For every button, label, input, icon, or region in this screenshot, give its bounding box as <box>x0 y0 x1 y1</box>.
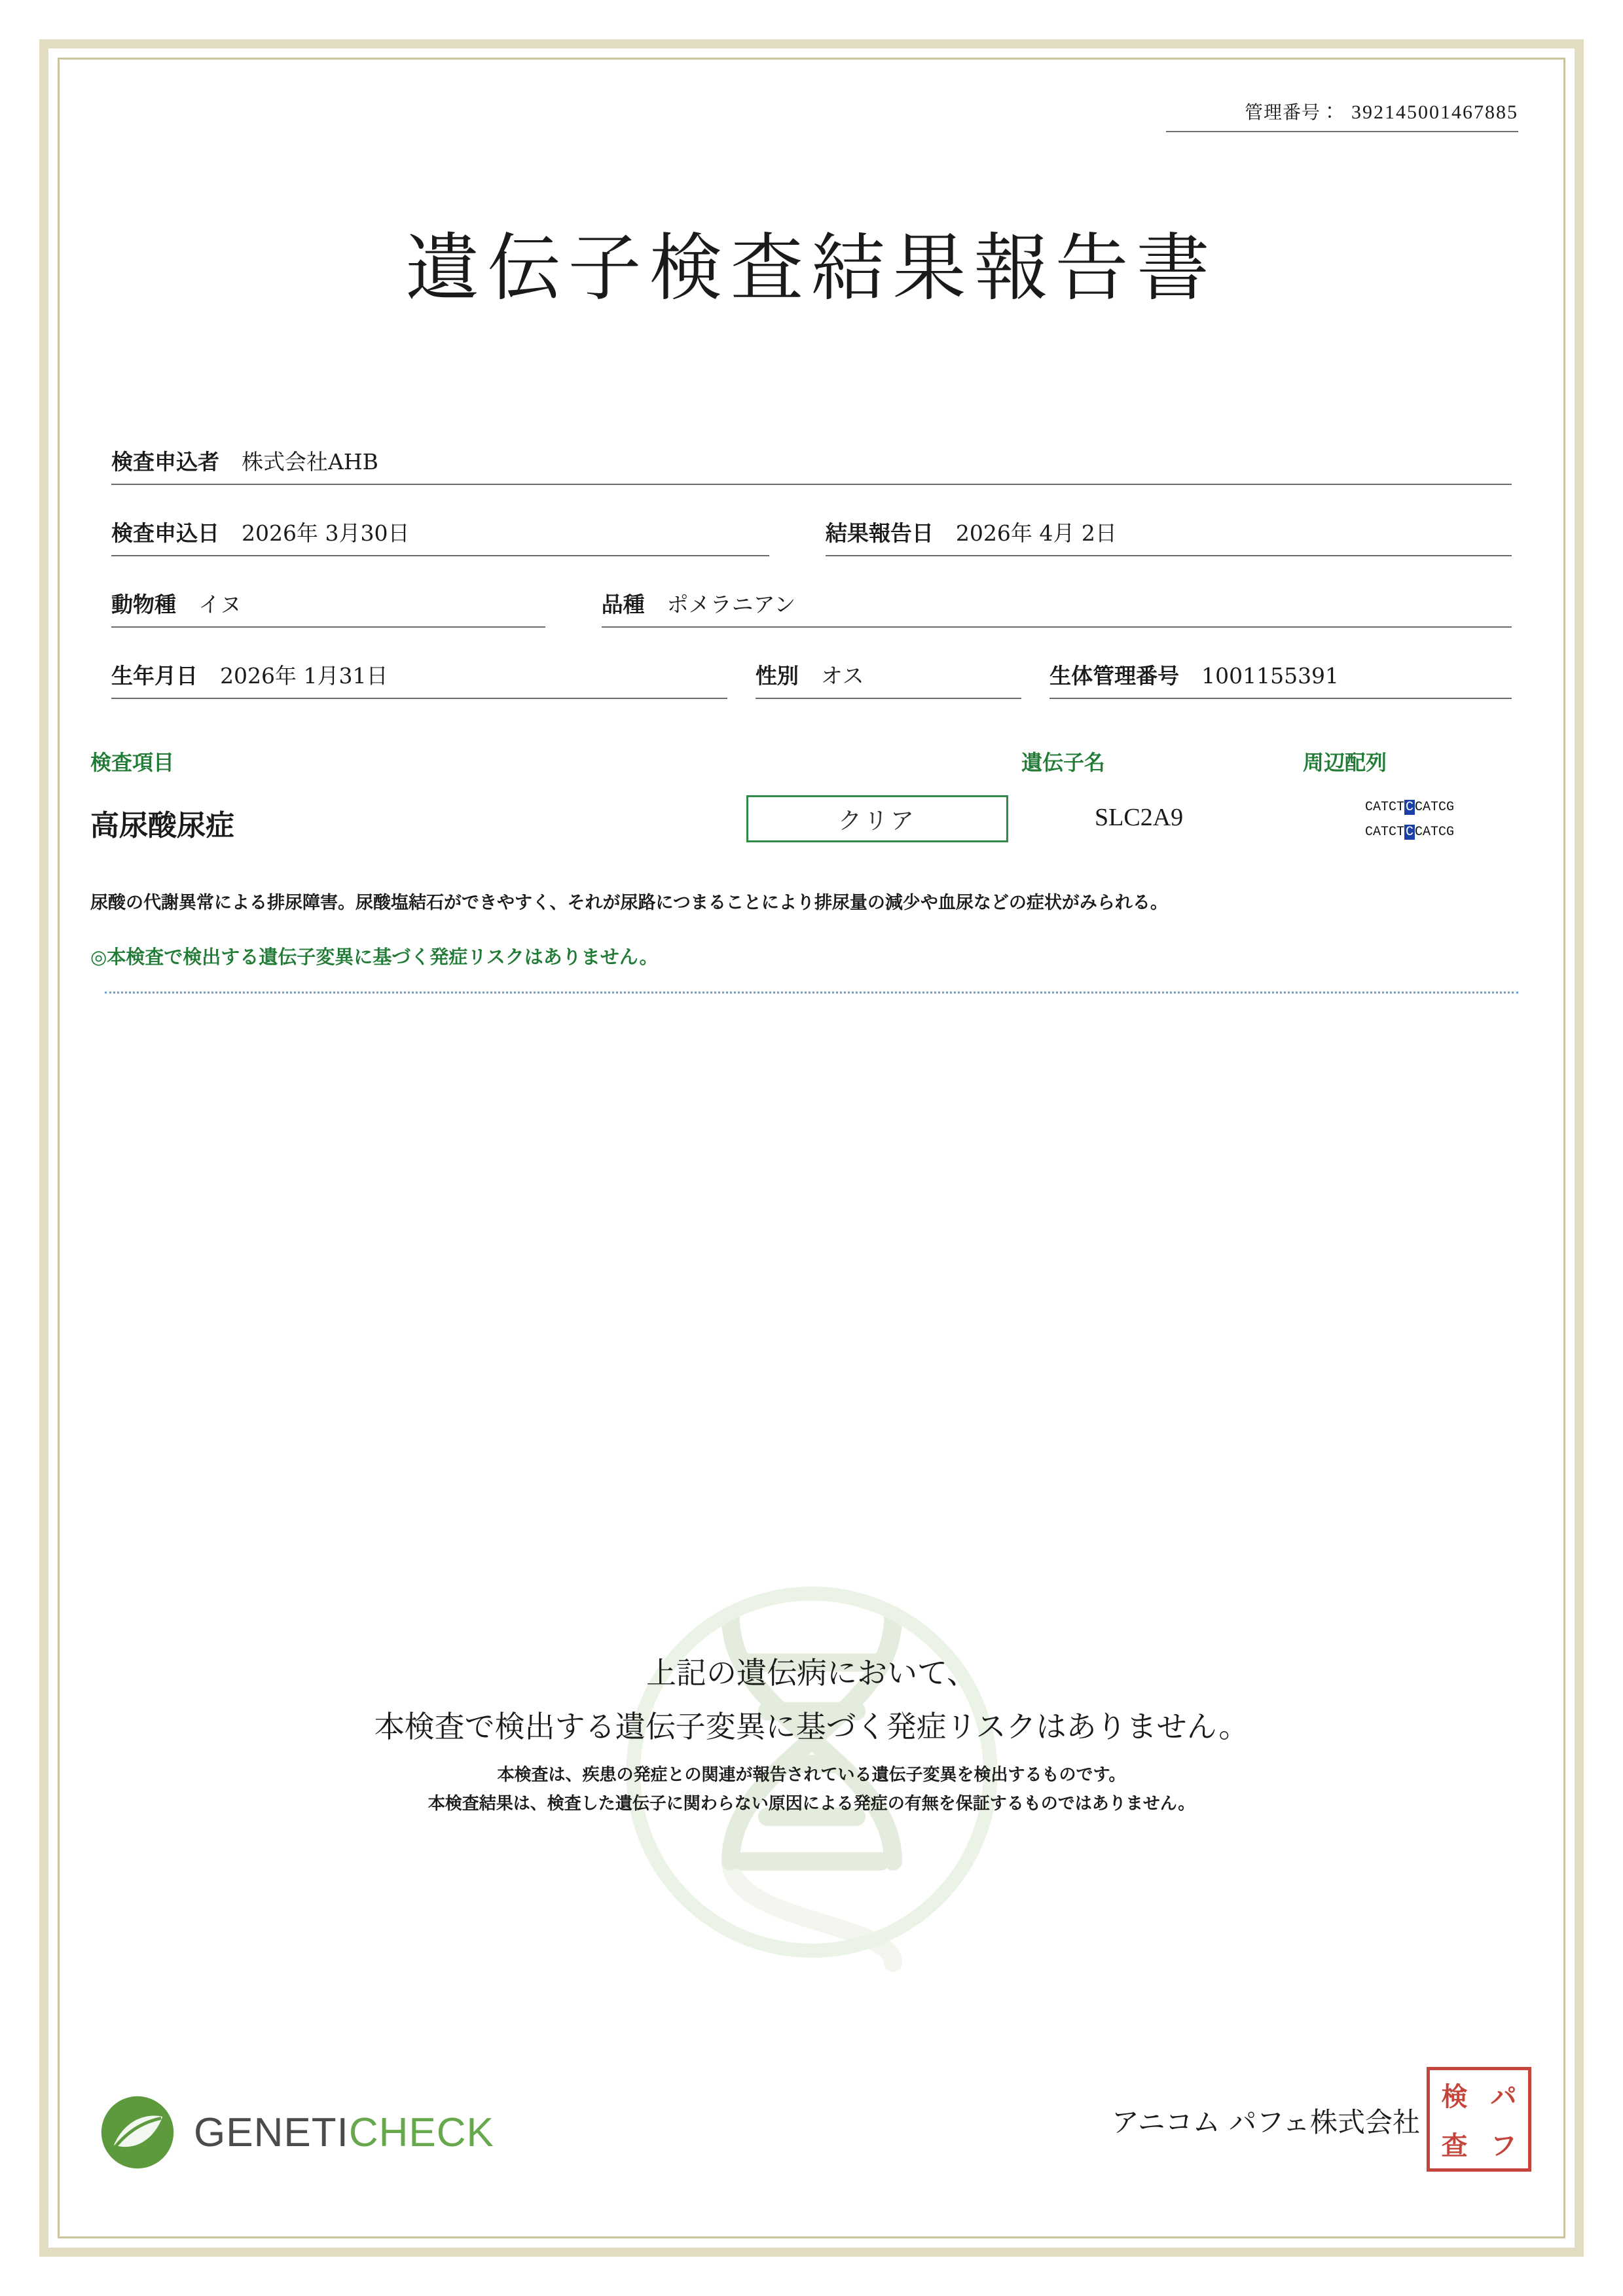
field-sex <box>756 659 1021 699</box>
result-value: クリア <box>837 807 917 834</box>
sequence-left: CATCT <box>1365 825 1405 840</box>
risk-note: ◎本検査で検出する遺伝子変異に基づく発症リスクはありません。 <box>90 946 659 968</box>
info-row-applicant <box>111 445 1512 485</box>
logo-text-green: CHECK <box>348 2109 494 2155</box>
breed-value: ポメラニアン <box>666 592 796 617</box>
animal-id-label: 生体管理番号 <box>1049 663 1180 689</box>
brand-logo <box>98 2093 494 2172</box>
control-number-label: 管理番号： <box>1244 103 1340 123</box>
report-date-label: 結果報告日 <box>825 520 934 546</box>
summary-line-1: 上記の遺伝病において、 <box>646 1655 977 1691</box>
field-apply-date <box>111 516 769 556</box>
company-seal <box>1427 2067 1531 2172</box>
control-number <box>1166 98 1518 132</box>
divider <box>105 992 1518 994</box>
applicant-value: 株式会社AHB <box>242 449 378 475</box>
status-badge <box>746 795 1008 842</box>
fineprint-line-2: 本検査結果は、検査した遺伝子に関わらない原因による発症の有無を保証するものではありません。 <box>428 1794 1195 1814</box>
info-row-birth <box>111 659 1512 699</box>
info-row-dates <box>111 516 1512 556</box>
field-animal-id <box>1049 659 1512 699</box>
sequence-highlight: C <box>1406 825 1414 840</box>
animal-id-value: 1001155391 <box>1201 663 1340 689</box>
sequence-right: CATCG <box>1415 800 1455 815</box>
fineprint-line-1: 本検査は、疾患の発症との関連が報告されている遺伝子変異を検出するものです。 <box>497 1765 1126 1785</box>
disease-description: 尿酸の代謝異常による排尿障害。尿酸塩結石ができやすく、それが尿路につまることにより排尿量の減少や血尿などの症状がみられる。 <box>90 893 1168 913</box>
sex-value: オス <box>820 663 864 689</box>
seal-char: 查 <box>1441 2130 1468 2161</box>
leaf-logo-icon <box>98 2093 177 2172</box>
sequence-right: CATCG <box>1415 825 1455 840</box>
sequence-line <box>1365 795 1454 820</box>
document-content <box>85 79 1538 2211</box>
sequence-block <box>1365 795 1454 845</box>
fineprint-block <box>85 1761 1538 1818</box>
seal-char: パ <box>1490 2081 1517 2112</box>
info-block <box>111 445 1512 730</box>
summary-block <box>85 1649 1538 1746</box>
seal-char: 検 <box>1441 2081 1468 2112</box>
apply-date-label: 検査申込日 <box>111 520 219 546</box>
sequence-line <box>1365 820 1454 845</box>
control-number-value: 392145001467885 <box>1351 101 1518 123</box>
sequence-left: CATCT <box>1365 800 1405 815</box>
logo-wordmark <box>194 2109 494 2156</box>
field-species <box>111 588 545 628</box>
company-name: アニコム パフェ株式会社 <box>1111 2106 1420 2138</box>
header-sequence: 周辺配列 <box>1303 750 1387 775</box>
info-row-species <box>111 588 1512 628</box>
header-test-item: 検査項目 <box>90 750 175 775</box>
page-title: 遺伝子検査結果報告書 <box>405 226 1218 311</box>
sequence-highlight: C <box>1406 800 1414 815</box>
field-applicant <box>111 445 1512 485</box>
logo-text-dark: GENETI <box>194 2109 349 2155</box>
table-row <box>85 795 1538 874</box>
species-value: イヌ <box>198 592 242 617</box>
field-report-date <box>826 516 1512 556</box>
seal-char: フ <box>1490 2130 1517 2161</box>
summary-line-2: 本検査で検出する遺伝子変異に基づく発症リスクはありません。 <box>374 1709 1249 1744</box>
test-table-header <box>85 746 1538 779</box>
header-gene-name: 遺伝子名 <box>1021 750 1106 775</box>
apply-date-value: 2026年 3月30日 <box>242 520 410 546</box>
breed-label: 品種 <box>601 592 645 617</box>
disease-name: 高尿酸尿症 <box>90 809 234 842</box>
field-birth-date <box>111 659 727 699</box>
sex-label: 性別 <box>755 663 799 689</box>
field-breed <box>602 588 1512 628</box>
report-date-value: 2026年 4月 2日 <box>955 520 1117 546</box>
gene-name: SLC2A9 <box>1095 804 1184 831</box>
birth-date-label: 生年月日 <box>111 663 198 689</box>
applicant-label: 検査申込者 <box>111 449 219 475</box>
species-label: 動物種 <box>111 592 176 617</box>
birth-date-value: 2026年 1月31日 <box>220 663 388 689</box>
